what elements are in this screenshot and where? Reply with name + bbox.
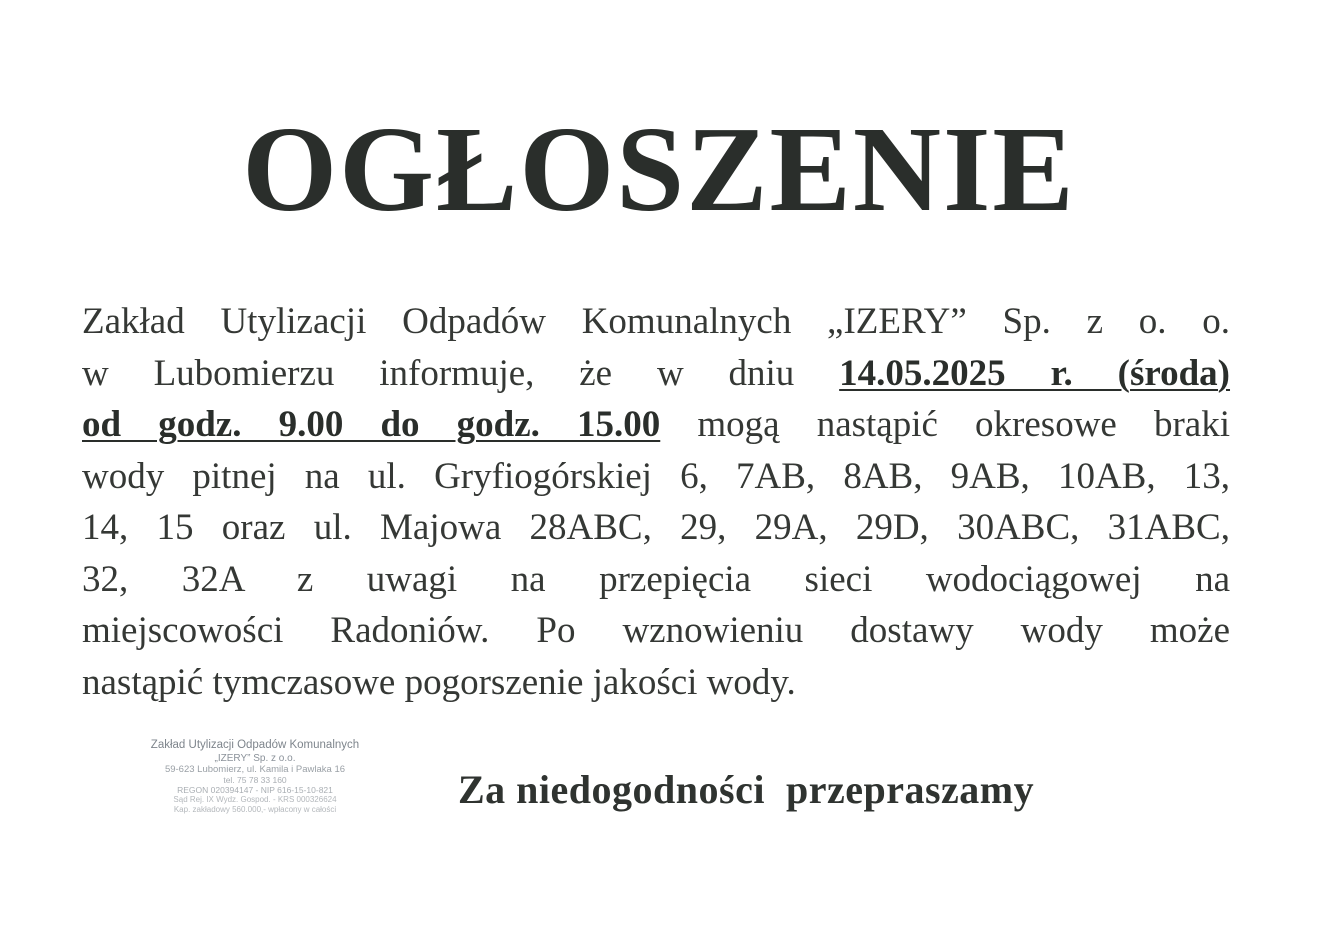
announcement-line-4: wody pitnej na ul. Gryfiogórskiej 6, 7AB, 8AB, 9AB, 10AB, 13, [82,455,1230,497]
stamp-company-short: „IZERY” Sp. z o.o. [214,753,296,764]
stamp-krs: Sąd Rej. IX Wydz. Gospod. - KRS 000326624 [173,795,337,804]
announcement-line-6: 32, 32A z uwagi na przepięcia sieci wodociągowej na [82,558,1230,600]
outage-hours: od godz. 9.00 do godz. 15.00 [82,404,661,445]
stamp-phone: tel. 75 78 33 160 [223,775,287,785]
closing-apology: Za niedogodności przepraszamy [458,767,1035,812]
stamp-address: 59-623 Lubomierz, ul. Kamila i Pawlaka 16 [164,764,346,775]
announcement-line-1: Zakład Utylizacji Odpadów Komunalnych „IZERY” Sp. z o. o. [82,301,1230,342]
announcement-line-5: 14, 15 oraz ul. Majowa 28ABC, 29, 29A, 29D, 30ABC, 31ABC, [82,507,1230,548]
notice-title: OGŁOSZENIE [242,102,1076,237]
outage-date: 14.05.2025 r. (środa) [839,352,1231,394]
announcement-line-3-text: mogą nastąpić okresowe braki [660,404,1230,445]
announcement-line-8: nastąpić tymczasowe pogorszenie jakości wody. [82,661,796,703]
announcement-line-2 [82,348,1230,400]
company-stamp [140,738,370,815]
stamp-company-name: Zakład Utylizacji Odpadów Komunalnych [150,739,360,751]
announcement-body [82,296,1230,708]
announcement-line-2-text: w Lubomierzu informuje, że w dniu [82,352,840,394]
stamp-regon-nip: REGON 020394147 - NIP 616-15-10-821 [177,785,333,795]
announcement-line-7: miejscowości Radoniów. Po wznowieniu dostawy wody może [82,610,1230,651]
announcement-line-3 [82,399,1230,451]
stamp-capital: Kap. zakładowy 560.000,- wpłacony w całości [173,805,337,814]
